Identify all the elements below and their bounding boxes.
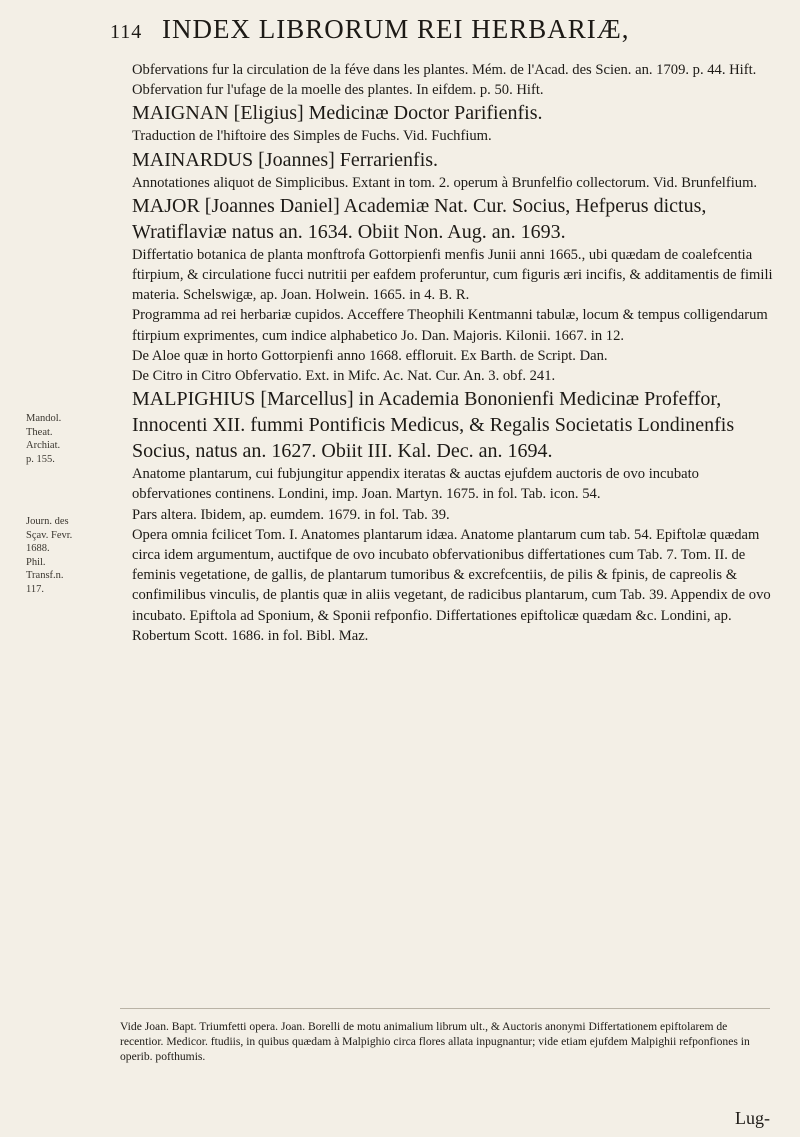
margin-line: Phil.: [26, 556, 46, 568]
margin-line: 1688.: [26, 543, 50, 554]
entry-text: Anatome plantarum, cui fubjungitur appendix iteratas & auctas ejufdem auctoris de ovo incubato obfervationes continens. Londini, imp. Joan. Martyn. 1675. in fol. Tab. icon. 54.: [132, 466, 699, 503]
header-title: INDEX LIBRORUM REI HERBARIÆ,: [162, 14, 630, 44]
entry-text: Differtatio botanica de planta monftrofa Gottorpienfi menfis Junii anni 1665., ubi quædam de coalefcentia ftirpium, & circulatione fucci nutritii per eafdem proferuntur, cum figuris æri incifis, & additamentis de fimili materia. Schelswigæ, ap. Joan. Holwein. 1665. in 4. B. R.: [132, 246, 773, 304]
author-heading-maignan: MAIGNAN [Eligius] Medicinæ Doctor Parifienfis.: [132, 102, 543, 125]
margin-note-2: [26, 515, 106, 596]
margin-line: 117.: [26, 583, 44, 595]
page-number: 114: [110, 21, 143, 43]
margin-line: Theat.: [26, 426, 53, 438]
entry-text: Obfervation fur l'ufage de la moelle des plantes. In eifdem. p. 50. Hift.: [132, 82, 544, 99]
entry-text: De Aloe quæ in horto Gottorpienfi anno 1668. effloruit. Ex Barth. de Script. Dan.: [132, 347, 608, 364]
entry-text: Annotationes aliquot de Simplicibus. Extant in tom. 2. operum à Brunfelfio collectorum. Vid. Brunfelfium.: [132, 174, 758, 191]
entry-text: Pars altera. Ibidem, ap. eumdem. 1679. in fol. Tab. 39.: [132, 506, 450, 523]
index-entries: [114, 60, 778, 646]
entry-text: Opera omnia fcilicet Tom. I. Anatomes plantarum idæa. Anatome plantarum cum tab. 54. Epiftolæ quædam circa idem argumentum, auctifque de ovo incubato obfervationibus differtationes cum Tab. 7. Tom. II. de feminis vegetatione, de gallis, de plantarum tumoribus & excrefcentiis, de pilis & fpinis, de capreolis & confimilibus vinculis, de plantis quæ in aliis vegetant, de radicibus plantarum, cum Tab. 39. Appendix de ovo incubato. Epiftola ad Sponium, & Sponii refponfio. Differtationes epiftolicæ quædam &c. Londini, ap. Robertum Scott. 1686. in fol. Bibl. Maz.: [132, 526, 771, 644]
margin-note-1: [26, 412, 106, 466]
entry-text: Obfervations fur la circulation de la féve dans les plantes. Mém. de l'Acad. des Scien. an. 1709. p. 44. Hift.: [132, 62, 757, 78]
author-heading-mainardus: MAINARDUS [Joannes] Ferrarienfis.: [132, 148, 439, 171]
margin-line: p. 155.: [26, 453, 55, 465]
margin-line: Sçav. Fevr.: [26, 529, 73, 541]
footnote: Vide Joan. Bapt. Triumfetti opera. Joan. Borelli de motu animalium librum ult., & Auctoris anonymi Differtationem epiftolarem de recentior. Medicor. ftudiis, in quibus quædam à Malpighio circa flores allata inpugnantur; vide etiam ejufdem Malpighii refponfiones in operib. pofthumis.: [120, 1008, 770, 1064]
entry-text: De Citro in Citro Obfervatio. Ext. in Mifc. Ac. Nat. Cur. An. 3. obf. 241.: [132, 368, 556, 385]
author-heading-major: MAJOR [Joannes Daniel] Academiæ Nat. Cur. Socius, Hefperus dictus, Wratiflaviæ natus an. 1634. Obiit Non. Aug. an. 1693.: [132, 194, 707, 243]
entry-text: Programma ad rei herbariæ cupidos. Acceffere Theophili Kentmanni tabulæ, locum & tempus colligendarum ftirpium exprimentes, cum indice alphabetico Jo. Dan. Majoris. Kilonii. 1667. in 12.: [132, 307, 768, 344]
margin-line: Journ. des: [26, 516, 69, 527]
margin-line: Mandol.: [26, 413, 62, 424]
margin-line: Archiat.: [26, 440, 61, 451]
running-header: [110, 14, 770, 45]
author-heading-malpighius: MALPIGHIUS [Marcellus] in Academia Bononienfi Medicinæ Profeffor, Innocenti XII. fummi Pontificis Medicus, & Regalis Societatis Londinenfis Socius, natus an. 1627. Obiit III. Kal. Dec. an. 1694.: [132, 388, 735, 463]
margin-line: Transf.n.: [26, 570, 64, 581]
catchword: Lug-: [735, 1108, 770, 1128]
entry-text: Traduction de l'hiftoire des Simples de Fuchs. Vid. Fuchfium.: [132, 128, 492, 145]
